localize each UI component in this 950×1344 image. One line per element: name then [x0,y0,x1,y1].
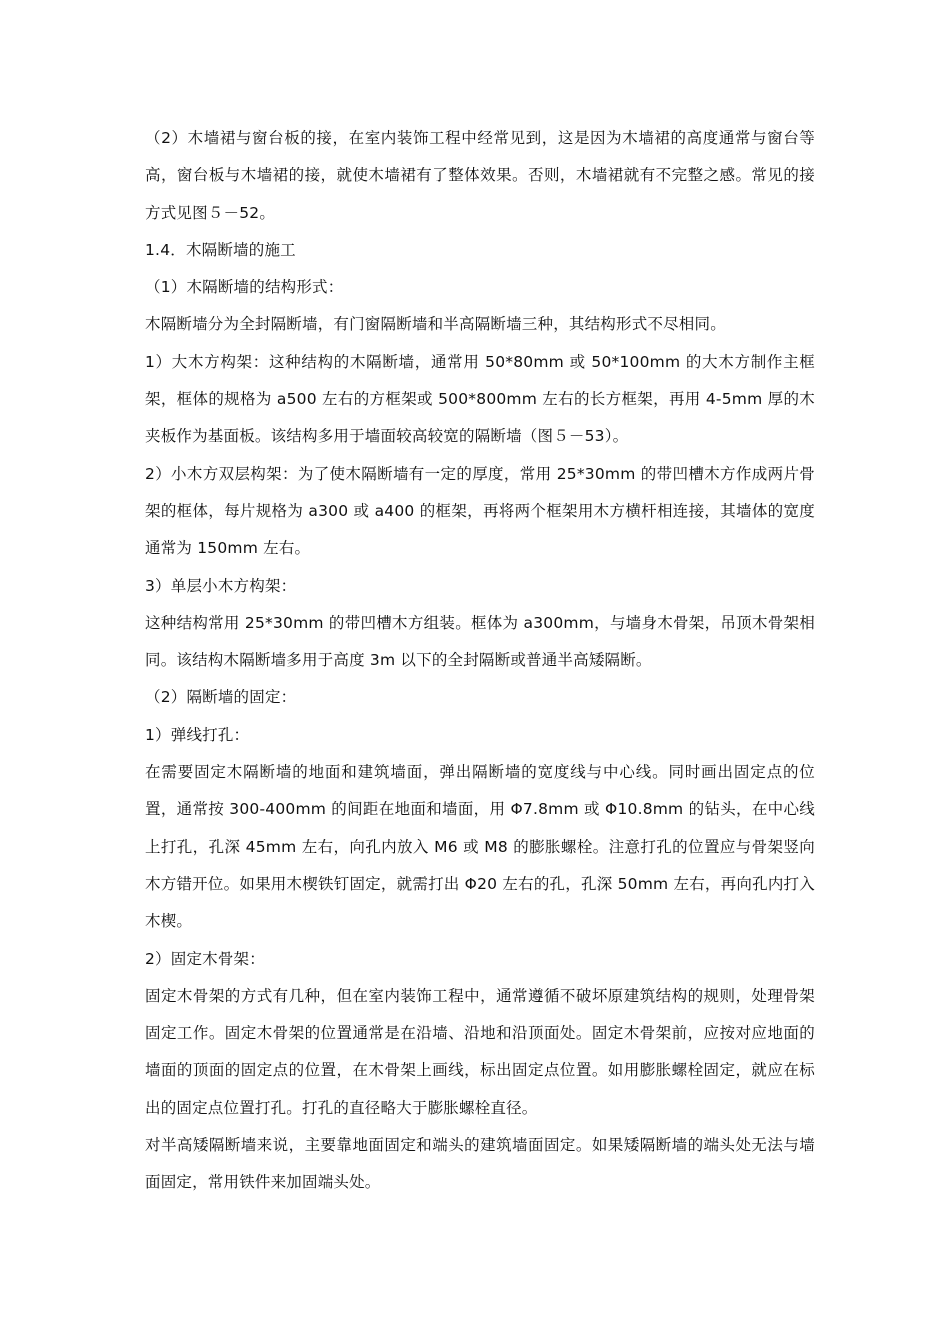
subheading-drilling: 1）弹线打孔： [145,725,250,744]
paragraph-large-frame: 1）大木方构架：这种结构的木隔断墙，通常用 50*80mm 或 50*100mm 的大木方制作主框架，框体的规格为 a500 左右的方框架或 500*800mm 左右的长方框架，再用 4-5mm 厚的木夹板作为基面板。该结构多用于墙面较高较宽的隔断墙（图５－53）。 [145,352,815,446]
subheading-structure: （1）木隔断墙的结构形式： [145,278,344,297]
paragraph-half-height: 对半高矮隔断墙来说，主要靠地面固定和端头的建筑墙面固定。如果矮隔断墙的端头处无法与墙面固定，常用铁件来加固端头处。 [145,1136,815,1192]
paragraph-fix-frame: 固定木骨架的方式有几种，但在室内装饰工程中，通常遵循不破坏原建筑结构的规则，处理骨架固定工作。固定木骨架的位置通常是在沿墙、沿地和沿顶面处。固定木骨架前，应按对应地面的墙面的顶面的固定点的位置，在木骨架上画线，标出固定点位置。如用膨胀螺栓固定，就应在标出的固定点位置打孔。打孔的直径略大于膨胀螺栓直径。 [145,986,815,1117]
section-heading: 1.4．木隔断墙的施工 [145,240,296,259]
paragraph-single-frame: 这种结构常用 25*30mm 的带凹槽木方组装。框体为 a300mm，与墙身木骨架，吊顶木骨架相同。该结构木隔断墙多用于高度 3m 以下的全封隔断或普通半高矮隔断。 [145,613,815,670]
subheading-fixing: （2）隔断墙的固定： [145,688,297,707]
subheading-single-frame: 3）单层小木方构架： [145,576,297,595]
paragraph-types: 木隔断墙分为全封隔断墙，有门窗隔断墙和半高隔断墙三种，其结构形式不尽相同。 [145,315,726,334]
paragraph-drilling: 在需要固定木隔断墙的地面和建筑墙面，弹出隔断墙的宽度线与中心线。同时画出固定点的位置，通常按 300-400mm 的间距在地面和墙面，用 Φ7.8mm 或 Φ10.8mm 的钻头，在中心线上打孔，孔深 45mm 左右，向孔内放入 M6 或 M8 的膨胀螺栓。注意打孔的位置应与骨架竖向木方错开位。如果用木楔铁钉固定，就需打出 Φ20 左右的孔，孔深 50mm 左右，再向孔内打入木楔。 [145,763,815,931]
paragraph-double-frame: 2）小木方双层构架：为了使木隔断墙有一定的厚度，常用 25*30mm 的带凹槽木方作成两片骨架的框体，每片规格为 a300 或 a400 的框架，再将两个框架用木方横杆相连接，其墙体的宽度通常为 150mm 左右。 [145,464,815,558]
paragraph-window-sill: （2）木墙裙与窗台板的接，在室内装饰工程中经常见到，这是因为木墙裙的高度通常与窗台等高，窗台板与木墙裙的接，就使木墙裙有了整体效果。否则，木墙裙就有不完整之感。常见的接方式见图５－52。 [145,129,815,222]
subheading-fix-frame: 2）固定木骨架： [145,949,265,968]
document-body [145,120,815,1202]
